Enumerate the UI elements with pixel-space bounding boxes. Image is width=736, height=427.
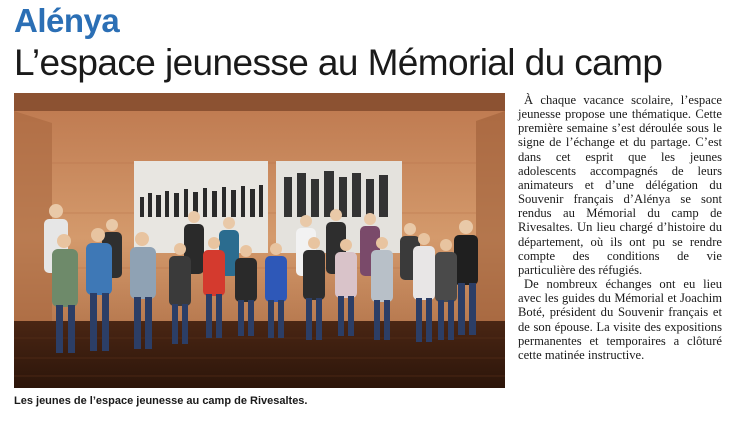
section-kicker: Alénya (14, 2, 120, 39)
article-body (518, 93, 722, 362)
photo-caption: Les jeunes de l’espace jeunesse au camp de Rivesaltes. (14, 395, 308, 407)
article-headline: L’espace jeunesse au Mémorial du camp (14, 42, 663, 83)
article-photo (14, 93, 505, 388)
group-photo-illustration (14, 93, 505, 388)
article-paragraph-1: À chaque vacance scolaire, l’espace jeunesse propose une thématique. Cette première semaine s’est déroulée sous le signe de l’échange et du partage. C’est dans cet esprit que les jeunes adolescents accompagnés de leurs animateurs et d’une délégation du Souvenir français d’Alénya se sont rendus au Mémorial du camp de Rivesaltes. Un lieu chargé d’histoire du département, où ils ont pu se rendre compte des conditions de vie particulière des réfugiés. (518, 93, 722, 277)
article-paragraph-2: De nombreux échanges ont eu lieu avec les guides du Mémorial et Joachim Boté, président du Souvenir français et de son épouse. La visite des expositions permanentes et temporaires a clôturé cette matinée instructive. (518, 277, 722, 362)
